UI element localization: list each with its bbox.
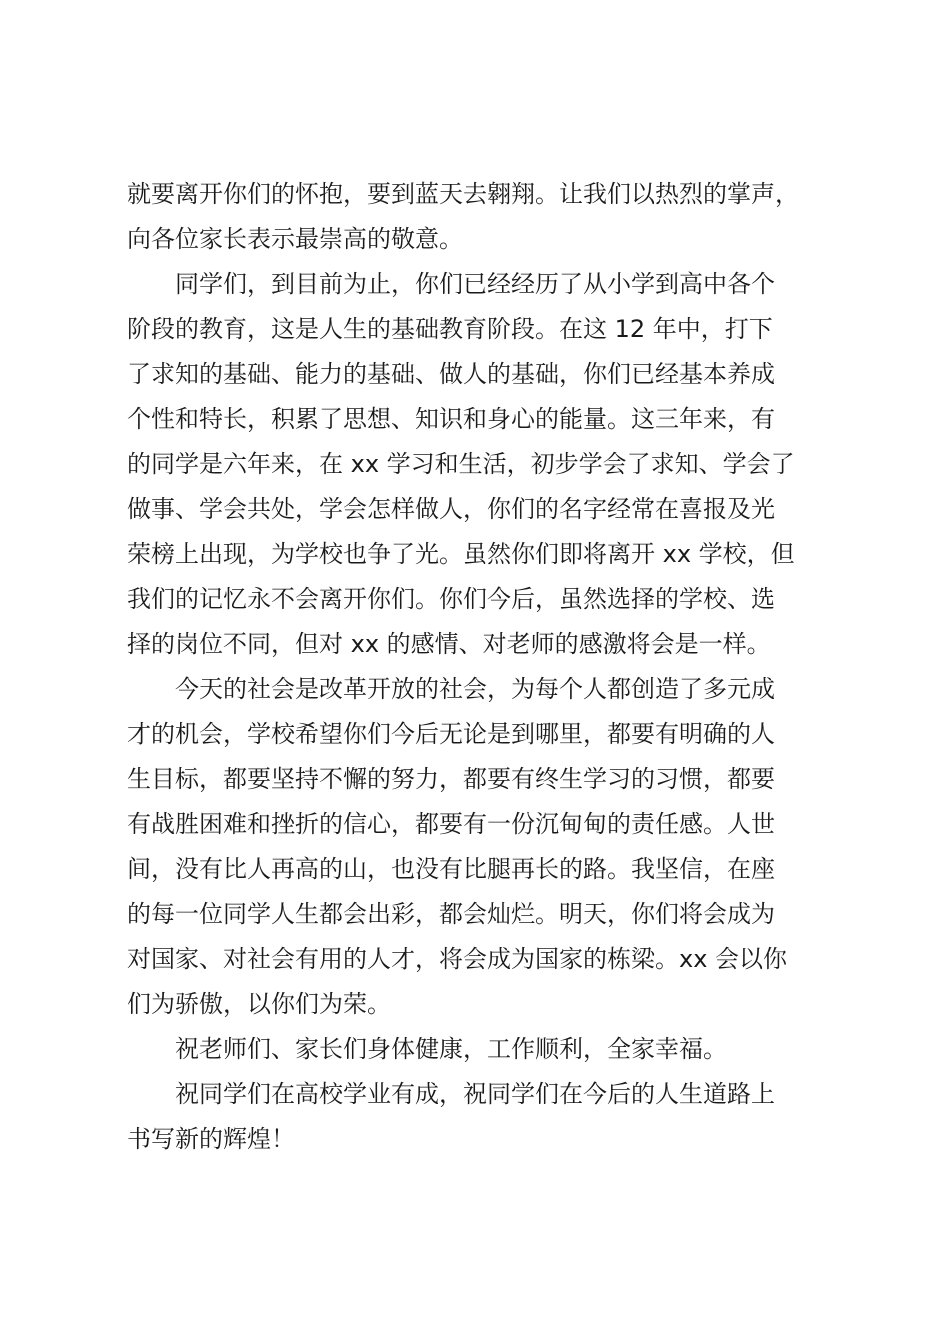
text-line: 才的机会，学校希望你们今后无论是到哪里，都要有明确的人	[127, 720, 775, 748]
text-line: 有战胜困难和挫折的信心，都要有一份沉甸甸的责任感。人世	[127, 810, 775, 838]
text-line: 做事、学会共处，学会怎样做人，你们的名字经常在喜报及光	[127, 495, 775, 523]
text-line: 对国家、对社会有用的人才，将会成为国家的栋梁。xx 会以你	[127, 945, 788, 973]
text-line: 祝老师们、家长们身体健康，工作顺利，全家幸福。	[175, 1035, 727, 1063]
text-line: 的同学是六年来，在 xx 学习和生活，初步学会了求知、学会了	[127, 450, 795, 478]
text-line: 荣榜上出现，为学校也争了光。虽然你们即将离开 xx 学校，但	[127, 540, 795, 568]
text-line: 了求知的基础、能力的基础、做人的基础，你们已经基本养成	[127, 360, 775, 388]
text-line: 同学们，到目前为止，你们已经经历了从小学到高中各个	[175, 270, 775, 298]
text-line: 今天的社会是改革开放的社会，为每个人都创造了多元成	[175, 675, 775, 703]
document-body	[127, 172, 847, 1162]
text-line: 生目标，都要坚持不懈的努力，都要有终生学习的习惯，都要	[127, 765, 775, 793]
text-line: 间，没有比人再高的山，也没有比腿再长的路。我坚信，在座	[127, 855, 775, 883]
text-line: 就要离开你们的怀抱，要到蓝天去翱翔。让我们以热烈的掌声，	[127, 180, 799, 208]
text-line: 向各位家长表示最崇高的敬意。	[127, 225, 463, 253]
text-line: 个性和特长，积累了思想、知识和身心的能量。这三年来，有	[127, 405, 775, 433]
text-line: 阶段的教育，这是人生的基础教育阶段。在这 12 年中，打下	[127, 315, 773, 343]
text-line: 们为骄傲，以你们为荣。	[127, 990, 391, 1018]
text-line: 我们的记忆永不会离开你们。你们今后，虽然选择的学校、选	[127, 585, 775, 613]
text-line: 的每一位同学人生都会出彩，都会灿烂。明天，你们将会成为	[127, 900, 775, 928]
text-line: 书写新的辉煌！	[127, 1125, 295, 1153]
text-line: 择的岗位不同，但对 xx 的感情、对老师的感激将会是一样。	[127, 630, 771, 658]
text-line: 祝同学们在高校学业有成，祝同学们在今后的人生道路上	[175, 1080, 775, 1108]
